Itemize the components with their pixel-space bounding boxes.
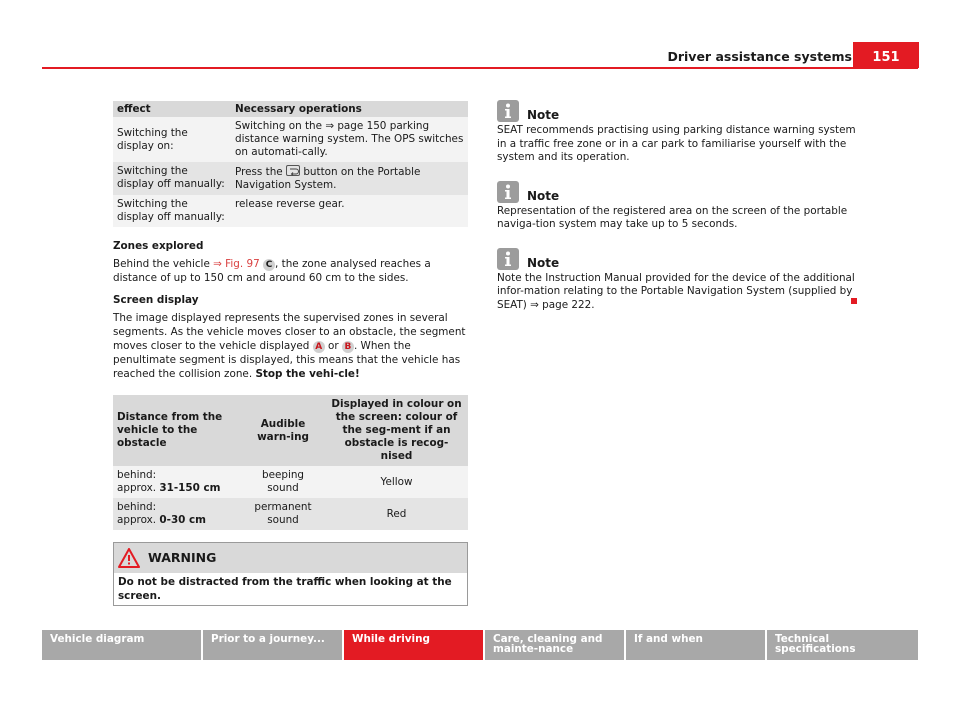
zones-header-distance: Distance from the vehicle to the obstacle <box>113 395 241 466</box>
distance-range: 0-30 cm <box>159 514 207 526</box>
note-title: Note <box>527 188 560 203</box>
stop-instruction: Stop the vehi-cle! <box>255 368 360 380</box>
sound-cell: permanent sound <box>241 498 325 530</box>
distance-prefix: behind: <box>117 469 157 481</box>
table-row <box>113 162 468 195</box>
warning-triangle-icon <box>118 548 140 568</box>
marker-c: C <box>263 259 275 271</box>
zones-text-before: Behind the vehicle <box>113 258 210 270</box>
right-column <box>497 100 857 328</box>
distance-approx: approx. <box>117 514 157 526</box>
screen-text-after: . When the penultimate segment is displayed, this means that the vehicle has reached the collision zone. <box>113 340 461 380</box>
warning-box <box>113 542 468 606</box>
distance-cell <box>113 466 241 498</box>
zones-paragraph <box>113 257 468 285</box>
colour-cell: Yellow <box>325 466 468 498</box>
effect-cell: Switching the display off manually: <box>113 195 231 227</box>
chapter-navigation <box>42 630 918 660</box>
effect-cell: Switching the display off manually: <box>113 162 231 195</box>
table-header-operations: Necessary operations <box>231 101 468 117</box>
tab-technical-specifications[interactable]: Technical specifications <box>767 630 918 660</box>
distance-value <box>117 482 237 495</box>
zones-header-audible: Audible warn-ing <box>241 395 325 466</box>
screen-text-before: The image displayed represents the supervised zones in several segments. As the vehicle moves closer to an obstacle, the segment moves closer to the vehicle displayed <box>113 312 466 352</box>
info-icon <box>497 181 519 203</box>
marker-b: B <box>342 341 354 353</box>
operation-text-after: button on the Portable Navigation System. <box>235 166 421 191</box>
section-end-marker <box>851 298 857 304</box>
figure-link[interactable]: ⇒ Fig. 97 <box>213 258 260 270</box>
screen-or: or <box>327 340 339 352</box>
table-row <box>113 195 468 227</box>
sound-cell: beeping sound <box>241 466 325 498</box>
note-title: Note <box>527 255 560 270</box>
page-number: 151 <box>853 42 919 68</box>
distance-range: 31-150 cm <box>159 482 221 494</box>
left-column <box>113 101 468 606</box>
distance-cell <box>113 498 241 530</box>
operation-text-before: Press the <box>235 166 283 178</box>
tab-vehicle-diagram[interactable]: Vehicle diagram <box>42 630 201 660</box>
zones-heading: Zones explored <box>113 240 204 252</box>
note-title: Note <box>527 108 560 122</box>
warning-text: Do not be distracted from the traffic when looking at the screen. <box>118 576 452 602</box>
note-block <box>497 100 857 165</box>
table-row <box>113 466 468 498</box>
tab-if-and-when[interactable]: If and when <box>626 630 765 660</box>
zones-header-colour: Displayed in colour on the screen: colour of the seg-ment if an obstacle is recog-nised <box>325 395 468 466</box>
distance-prefix: behind: <box>117 501 157 513</box>
marker-a: A <box>313 341 325 353</box>
table-row <box>113 498 468 530</box>
note-block <box>497 248 857 313</box>
distance-value <box>117 514 237 527</box>
table-row <box>113 117 468 162</box>
operations-table <box>113 101 468 227</box>
effect-cell: Switching the display on: <box>113 117 231 162</box>
info-icon <box>497 100 519 122</box>
note-block <box>497 181 857 232</box>
zones-text-after: , the zone analysed reaches a distance of up to 150 cm and around 60 cm to the sides. <box>113 258 431 284</box>
screen-paragraph <box>113 311 468 381</box>
operation-cell: release reverse gear. <box>231 195 468 227</box>
screen-heading: Screen display <box>113 294 199 306</box>
warning-label: WARNING <box>148 550 217 565</box>
table-header-effect: effect <box>113 101 231 117</box>
tab-care-cleaning[interactable]: Care, cleaning and mainte-nance <box>485 630 624 660</box>
note-text: Representation of the registered area on the screen of the portable naviga-tion system may take up to 5 seconds. <box>497 204 848 230</box>
running-header-title: Driver assistance systems <box>667 49 852 64</box>
tab-prior-to-journey[interactable]: Prior to a journey... <box>203 630 342 660</box>
operation-cell <box>231 162 468 195</box>
tab-while-driving[interactable]: While driving <box>344 630 483 660</box>
note-text: SEAT recommends practising using parking distance warning system in a traffic free zone or in a car park to familiarise yourself with the system and its operation. <box>497 124 856 163</box>
info-icon <box>497 248 519 270</box>
warning-header <box>114 543 467 573</box>
distance-approx: approx. <box>117 482 157 494</box>
return-button-icon <box>286 165 300 176</box>
zones-table <box>113 395 468 530</box>
colour-cell: Red <box>325 498 468 530</box>
note-text: Note the Instruction Manual provided for the device of the additional infor-mation relating to the Portable Navigation System (supplied by SEAT) ⇒ page 222. <box>497 271 855 311</box>
operation-cell: Switching on the ⇒ page 150 parking distance warning system. The OPS switches on automati-cally. <box>231 117 468 162</box>
header-rule <box>42 67 918 69</box>
